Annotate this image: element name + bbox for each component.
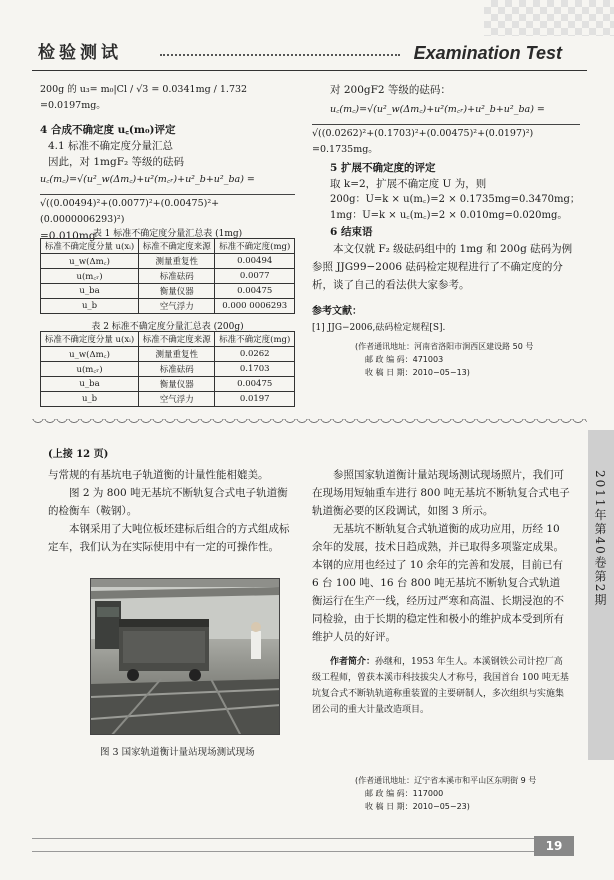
- reference-1: [1] JJG−2006,砝码检定规程[S].: [312, 323, 446, 333]
- paragraph-calibration: 本钢采用了大吨位板坯建标后组合的方式组成标定车，我们认为在实际使用中有一定的可操作性。: [48, 523, 290, 553]
- header-rule: [32, 70, 587, 71]
- section-title-en: Examination Test: [413, 43, 562, 63]
- table-cell: u_b: [41, 299, 139, 314]
- paragraph-performance: 与常规的有基坑电子轨道衡的计量性能相媲美。: [48, 469, 269, 481]
- table-cell: u_ba: [41, 284, 139, 299]
- header-dotted-divider: [160, 54, 400, 56]
- page-number: 19: [534, 836, 574, 856]
- table2-caption: 表 2 标准不确定度分量汇总表 (200g): [91, 322, 244, 332]
- conclusion-paragraph: 本文仅就 F₂ 级砝码组中的 1mg 和 200g 砝码为例参照 JJG99−2006 砝码检定规程进行了不确定度的分析，谈了自己的看法供大家参考。: [312, 243, 573, 291]
- formula-values-1mg: √((0.00494)²+(0.0077)²+(0.00475)²+(0.0000006293)²): [40, 194, 295, 228]
- table-row: [41, 299, 295, 314]
- table1: [40, 238, 295, 314]
- author-address-block-1: [355, 340, 585, 379]
- paragraph-1mg: 因此，对 1mgF₂ 等级的砝码: [48, 156, 185, 168]
- table1-header-value: 标准不确定度(mg): [215, 239, 295, 254]
- footer-rules: [32, 838, 542, 852]
- author-address-block-2: [355, 774, 585, 813]
- test-site-photo: [90, 578, 280, 735]
- table-cell: 0.1703: [215, 362, 295, 377]
- table1-header-component: 标准不确定度分量 u(xᵢ): [41, 239, 139, 254]
- table-cell: 测量重复性: [139, 347, 215, 362]
- right-bottom-column: [312, 466, 570, 718]
- issue-info: 2011年第40卷第2期: [593, 470, 607, 608]
- left-top-column: [40, 82, 295, 244]
- photo-illustration: [91, 579, 280, 735]
- table1-caption: 表 1 标准不确定度分量汇总表 (1mg): [92, 229, 243, 239]
- received-date-line: 收 稿 日 期：2010−05−23): [365, 802, 470, 811]
- table-cell: 0.0077: [215, 269, 295, 284]
- table-cell: 0.00494: [215, 254, 295, 269]
- right-top-column: [312, 82, 580, 336]
- table-row: [41, 254, 295, 269]
- section-title-cn: 检验测试: [38, 43, 122, 63]
- table-row: [41, 269, 295, 284]
- table-row: [41, 284, 295, 299]
- table-cell: 测量重复性: [139, 254, 215, 269]
- figure-3-caption: 图 3 国家轨道衡计量站现场测试现场: [100, 747, 255, 758]
- section-5-line1: 取 k=2，扩展不确定度 U 为，则: [330, 178, 487, 190]
- references-title: 参考文献：: [312, 306, 362, 317]
- section-5-line3: 1mg：U=k × u꜀(m꜀)=2 × 0.010mg=0.020mg。: [330, 210, 568, 221]
- section-4-title: 4 合成不确定度 u꜀(m₀)评定: [40, 124, 176, 136]
- formula-u3: 200g 的 u₃= m₀|Cl / √3 = 0.0341mg / 1.732 =0.0197mg。: [40, 84, 248, 111]
- address-line: (作者通讯地址：辽宁省本溪市和平山区东明街 9 号: [355, 776, 537, 785]
- table-cell: u(m꜀ᵣ): [41, 362, 139, 377]
- bio-label: 作者简介：: [330, 657, 376, 667]
- table-cell: 衡量仪器: [139, 284, 215, 299]
- table-cell: 衡量仪器: [139, 377, 215, 392]
- table-cell: 空气浮力: [139, 392, 215, 407]
- formula-values-200g: √((0.0262)²+(0.1703)²+(0.00475)²+(0.0197)²) =0.1735mg。: [312, 124, 580, 158]
- table-cell: 空气浮力: [139, 299, 215, 314]
- wavy-divider: [32, 419, 587, 427]
- paragraph-application: 无基坑不断轨复合式轨道衡的成功应用，历经 10 余年的发展，技术日趋成熟，并已取得多项鉴定成果。本钢的应用也经过了 10 余年的完善和发展，目前已有 6 台 100 吨、16 台 800 吨无基坑不断轨复合式轨道衡运行在生产一线，经历过严寒和高温、长期浸泡的不同检验，由于长期的稳定性和极小的维护成本受到所有维护人员的好评。: [312, 523, 564, 643]
- table-cell: u(m꜀ᵣ): [41, 269, 139, 284]
- table-row: [41, 392, 295, 407]
- table2-header-value: 标准不确定度(mg): [215, 332, 295, 347]
- formula-combined-200g: u꜀(m꜀)=√(u²_w(Δm꜀)+u²(m꜀ᵣ)+u²_b+u²_ba) =: [330, 104, 545, 115]
- author-bio: [312, 654, 570, 718]
- section-6-title: 6 结束语: [330, 226, 373, 238]
- formula-combined-1mg: u꜀(m꜀)=√(u²_w(Δm꜀)+u²(m꜀ᵣ)+u²_b+u²_ba) =: [40, 174, 255, 185]
- table-row: [41, 362, 295, 377]
- table-cell: 0.0197: [215, 392, 295, 407]
- paragraph-figure2: 图 2 为 800 吨无基坑不断轨复合式电子轨道衡的检衡车（鞍钢）。: [48, 487, 288, 517]
- table1-header-source: 标准不确定度来源: [139, 239, 215, 254]
- paragraph-figure3: 参照国家轨道衡计量站现场测试现场照片，我们可在现场用短轴重车进行 800 吨无基坑不断轨复合式电子轨道衡必要的区段调试，如图 3 所示。: [312, 469, 570, 517]
- table-cell: 0.0262: [215, 347, 295, 362]
- table-row: [41, 347, 295, 362]
- postcode-line: 邮 政 编 码：471003: [365, 355, 444, 364]
- received-date-line: 收 稿 日 期：2010−05−13): [365, 368, 470, 377]
- table2-header-component: 标准不确定度分量 u(xᵢ): [41, 332, 139, 347]
- table-cell: 0.000 0006293: [215, 299, 295, 314]
- table-cell: 标准砝码: [139, 362, 215, 377]
- table2-header-source: 标准不确定度来源: [139, 332, 215, 347]
- table-row: [41, 377, 295, 392]
- section-4-1: 4.1 标准不确定度分量汇总: [48, 140, 174, 152]
- table2: [40, 331, 295, 407]
- bio-text: 孙继和，1953 年生人。本溪钢铁公司计控厂高级工程师，曾获本溪市科技拔尖人才称号，我国首台 100 吨无基坑复合式不断轨轨道称重装置的主要研制人，多次组织与实施集团公司的重大计量改造项目。: [312, 657, 569, 715]
- postcode-line: 邮 政 编 码：117000: [365, 789, 444, 798]
- result-1mg: =0.010mg: [40, 230, 96, 242]
- table-cell: u_b: [41, 392, 139, 407]
- table-cell: u_w(Δm꜀): [41, 254, 139, 269]
- table-cell: 标准砝码: [139, 269, 215, 284]
- section-5-line2: 200g：U=k × u(m꜀)=2 × 0.1735mg=0.3470mg；: [330, 194, 580, 205]
- table-cell: u_w(Δm꜀): [41, 347, 139, 362]
- left-bottom-column: [48, 466, 293, 556]
- paragraph-200g: 对 200gF2 等级的砝码：: [330, 84, 451, 96]
- address-line: (作者通讯地址：河南省洛阳市涧西区建设路 50 号: [355, 342, 534, 351]
- table-cell: 0.00475: [215, 377, 295, 392]
- table-cell: u_ba: [41, 377, 139, 392]
- header-checker-decoration: [484, 0, 614, 36]
- table-cell: 0.00475: [215, 284, 295, 299]
- continued-from-label: (上接 12 页): [48, 449, 109, 460]
- section-5-title: 5 扩展不确定度的评定: [330, 162, 436, 174]
